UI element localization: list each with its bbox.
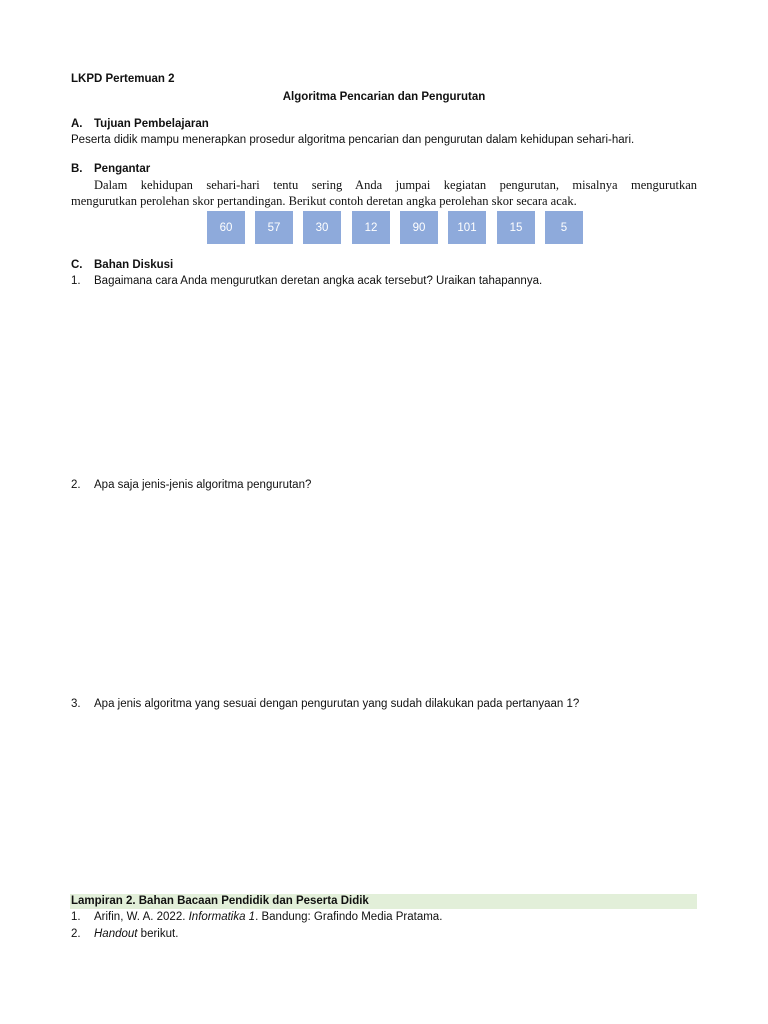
section-b-heading xyxy=(71,163,150,175)
score-box: 101 xyxy=(448,211,486,244)
lampiran-item-pre: Arifin, W. A. 2022. xyxy=(94,911,189,923)
section-a-title: Tujuan Pembelajaran xyxy=(94,118,209,130)
question-1 xyxy=(71,275,542,287)
score-box: 5 xyxy=(545,211,583,244)
question-number: 1. xyxy=(71,275,81,287)
lampiran-item-post: berikut. xyxy=(137,928,179,940)
score-box: 90 xyxy=(400,211,438,244)
section-a-text: Peserta didik mampu menerapkan prosedur algoritma pencarian dan pengurutan dalam kehidupan sehari-hari. xyxy=(71,134,635,146)
intro-paragraph-line1: Dalam kehidupan sehari-hari tentu sering Anda jumpai kegiatan pengurutan, misalnya mengurutkan xyxy=(94,178,697,192)
lampiran-item-number: 1. xyxy=(71,911,81,923)
document-header: LKPD Pertemuan 2 xyxy=(71,73,175,85)
score-box: 60 xyxy=(207,211,245,244)
question-number: 2. xyxy=(71,479,81,491)
lampiran-item-post: . Bandung: Grafindo Media Pratama. xyxy=(255,911,443,923)
document-title: Algoritma Pencarian dan Pengurutan xyxy=(282,91,486,103)
question-text: Apa saja jenis-jenis algoritma pengurutan? xyxy=(94,479,312,491)
score-box: 12 xyxy=(352,211,390,244)
question-text: Apa jenis algoritma yang sesuai dengan pengurutan yang sudah dilakukan pada pertanyaan 1? xyxy=(94,698,580,710)
lampiran-item-number: 2. xyxy=(71,928,81,940)
lampiran-heading: Lampiran 2. Bahan Bacaan Pendidik dan Peserta Didik xyxy=(71,895,369,907)
score-box: 57 xyxy=(255,211,293,244)
lampiran-item-2 xyxy=(71,928,178,940)
question-3 xyxy=(71,698,579,710)
section-a-heading xyxy=(71,118,209,130)
lampiran-item-1 xyxy=(71,911,442,923)
section-b-letter: B. xyxy=(71,163,83,175)
intro-paragraph-line2: mengurutkan perolehan skor pertandingan. Berikut contoh deretan angka perolehan skor secara acak. xyxy=(71,194,577,208)
section-a-letter: A. xyxy=(71,118,83,130)
lampiran-item-italic: Informatika 1 xyxy=(188,911,256,923)
section-b-title: Pengantar xyxy=(94,163,151,175)
question-number: 3. xyxy=(71,698,81,710)
score-box: 15 xyxy=(497,211,535,244)
lampiran-item-italic: Handout xyxy=(94,928,138,940)
section-c-heading xyxy=(71,259,173,271)
question-2 xyxy=(71,479,311,491)
section-c-title: Bahan Diskusi xyxy=(94,259,174,271)
score-box: 30 xyxy=(303,211,341,244)
section-c-letter: C. xyxy=(71,259,83,271)
question-text: Bagaimana cara Anda mengurutkan deretan angka acak tersebut? Uraikan tahapannya. xyxy=(94,275,543,287)
